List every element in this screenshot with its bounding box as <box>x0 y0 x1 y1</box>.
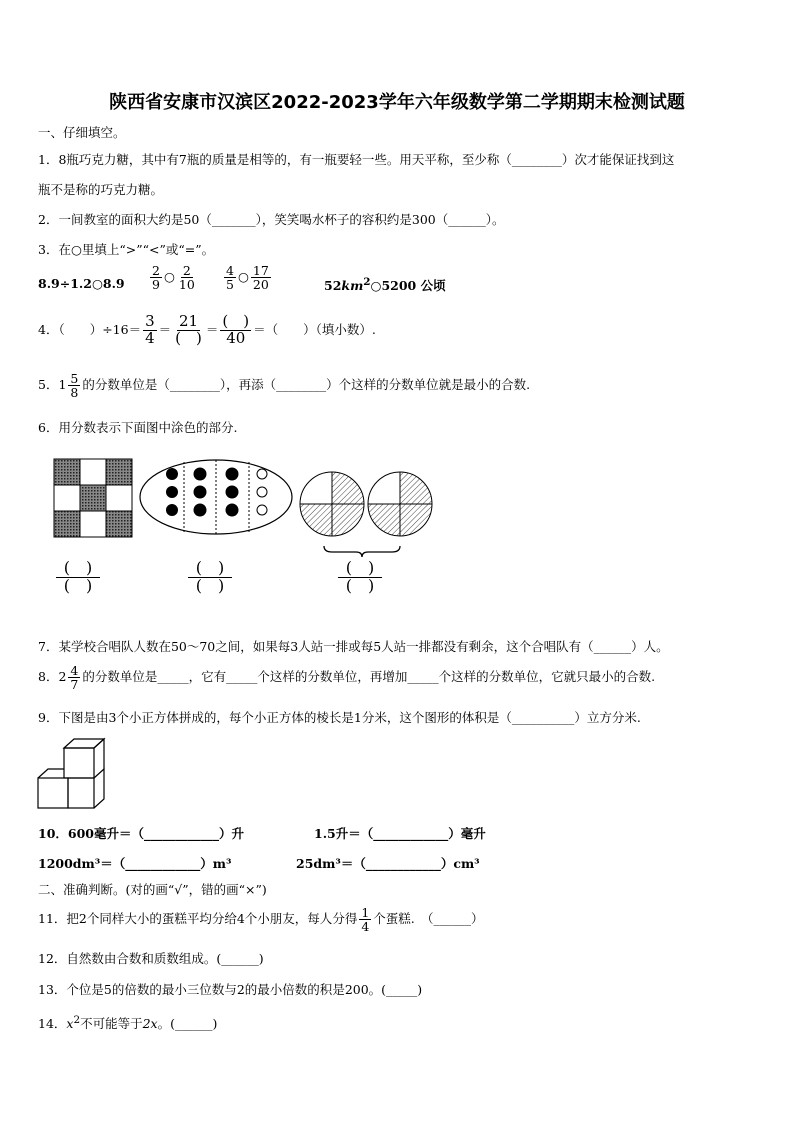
question-6-stem: 6．用分数表示下面图中涂色的部分. <box>38 420 238 435</box>
right-circle <box>368 472 432 536</box>
q8-number: 8． <box>38 669 59 685</box>
question-10-a: 10．600毫升＝（____________）升 <box>38 826 244 841</box>
filled-dot <box>226 504 238 516</box>
fraction-denominator: 4 <box>145 328 155 347</box>
question-1-line-2: 瓶不是称的巧克力糖。 <box>38 182 164 197</box>
question-9: 9．下图是由3个小正方体拼成的，每个小正方体的棱长是1分米，这个图形的体积是（__________）立方分米. <box>38 710 641 725</box>
fraction-numerator: 17 <box>252 263 269 278</box>
empty-dot <box>257 505 267 515</box>
grid-cell <box>106 485 132 511</box>
mixed-whole: 1 <box>58 377 67 393</box>
question-4 <box>38 314 376 347</box>
grid-cell <box>54 511 80 537</box>
oval-dots-figure <box>138 458 294 536</box>
question-3-expr-3 <box>222 264 273 291</box>
answer-fraction-1[interactable] <box>54 560 102 595</box>
fraction-numerator: 4 <box>70 663 79 678</box>
expr-2x: 2x <box>142 1016 158 1032</box>
fraction-numerator: 3 <box>145 312 155 330</box>
unit-km: km <box>341 278 364 294</box>
question-10-d: 25dm³＝（____________）cm³ <box>296 856 480 871</box>
section-1-heading: 一、仔细填空。 <box>38 125 126 140</box>
fraction-denominator: 9 <box>152 277 160 293</box>
page-title: 陕西省安康市汉滨区2022-2023学年六年级数学第二学期期末检测试题 <box>109 92 685 113</box>
q4-lead: 4．（ ）÷16＝ <box>38 321 142 337</box>
fraction-numerator: 1 <box>361 905 370 920</box>
question-3-expr-4 <box>324 276 446 294</box>
compare-circle: ○ <box>237 269 249 285</box>
filled-dot <box>166 468 178 480</box>
question-14 <box>38 1014 217 1032</box>
fraction-numerator: ( ) <box>222 312 250 330</box>
fraction-numerator: 5 <box>70 371 79 386</box>
fraction-numerator: ( ) <box>56 560 100 578</box>
filled-dot <box>194 504 206 516</box>
filled-dot <box>194 486 206 498</box>
fraction-numerator: 21 <box>178 312 199 330</box>
question-7: 7．某学校合唱队人数在50～70之间，如果每3人站一排或每5人站一排都没有剩余，这个合唱队有（______）人。 <box>38 639 669 654</box>
question-12: 12．自然数由合数和质数组成。(______) <box>38 951 264 966</box>
answer-fraction-2[interactable] <box>186 560 234 595</box>
expr-left: 52 <box>324 278 342 294</box>
fraction-denominator: ( ) <box>195 575 225 595</box>
fraction-numerator: 4 <box>226 263 234 278</box>
left-circle <box>300 472 364 536</box>
brace-under-circles <box>322 544 402 558</box>
compare-circle: ○ <box>163 269 175 285</box>
exponent: 2 <box>73 1014 81 1026</box>
fraction-denominator: ( ) <box>63 575 93 595</box>
question-8 <box>38 664 655 691</box>
grid-cell <box>80 511 106 537</box>
fraction-numerator: 2 <box>152 263 160 278</box>
filled-dot <box>226 486 238 498</box>
grid-cell <box>106 511 132 537</box>
two-circles-figure <box>298 470 438 542</box>
fraction-denominator: 8 <box>70 385 79 401</box>
section-2-heading: 二、准确判断。(对的画“√”，错的画“×”) <box>38 882 267 897</box>
fraction-denominator: ( ) <box>175 328 202 347</box>
q14-tail: 。(______) <box>157 1016 218 1032</box>
question-5 <box>38 372 530 399</box>
expr-right: ○5200 公顷 <box>370 278 446 294</box>
equals-sign: ＝ <box>205 321 219 337</box>
question-3-expr-1: 8.9÷1.2○8.9 <box>38 276 125 291</box>
fraction-denominator: 4 <box>361 919 370 935</box>
grid-cell <box>80 459 106 485</box>
fraction-denominator: 7 <box>70 677 79 693</box>
question-13: 13．个位是5的倍数的最小三位数与2的最小倍数的积是200。(_____) <box>38 982 423 997</box>
fraction-denominator: 10 <box>178 277 195 293</box>
question-10-b: 1.5升＝（____________）毫升 <box>314 826 486 841</box>
question-3-stem: 3．在○里填上“>”“<”或“=”。 <box>38 242 215 257</box>
q4-tail: ＝（ ）（填小数）. <box>253 321 376 337</box>
fraction-denominator: 20 <box>252 277 269 293</box>
filled-dot <box>226 468 238 480</box>
q5-number: 5． <box>38 377 59 393</box>
question-2: 2．一间教室的面积大约是50（_______），笑笑喝水杯子的容积约是300（______）。 <box>38 212 505 227</box>
empty-dot <box>257 487 267 497</box>
q14-number: 14． <box>38 1016 67 1032</box>
checkered-square-figure <box>52 457 134 539</box>
equals-sign: ＝ <box>158 321 172 337</box>
question-3-expr-2 <box>148 264 199 291</box>
q11-tail: 个蛋糕. （______） <box>373 911 484 927</box>
fraction-denominator: 5 <box>226 277 234 293</box>
fraction-numerator: ( ) <box>188 560 232 578</box>
answer-fraction-3[interactable] <box>336 560 384 595</box>
cube-stack-figure <box>36 738 106 808</box>
var-x: x <box>66 1016 74 1032</box>
q11-lead: 11．把2个同样大小的蛋糕平均分给4个小朋友，每人分得 <box>38 911 358 927</box>
fraction-numerator: ( ) <box>338 560 382 578</box>
fraction-numerator: 2 <box>182 263 191 278</box>
filled-dot <box>166 504 178 516</box>
filled-dot <box>166 486 178 498</box>
q8-text: 的分数单位是_____，它有_____个这样的分数单位，再增加_____个这样的分数单位，它就只最小的合数. <box>82 669 656 685</box>
grid-cell <box>54 485 80 511</box>
fraction-denominator: 40 <box>226 328 246 347</box>
empty-dot <box>257 469 267 479</box>
mixed-whole: 2 <box>58 669 67 685</box>
q5-text: 的分数单位是（________），再添（________）个这样的分数单位就是最小的合数. <box>82 377 531 393</box>
q14-mid: 不可能等于 <box>80 1016 143 1032</box>
grid-cell <box>106 459 132 485</box>
grid-cell <box>80 485 106 511</box>
unit-exponent: 2 <box>363 276 371 288</box>
grid-cell <box>54 459 80 485</box>
filled-dot <box>194 468 206 480</box>
question-1-line-1: 1．8瓶巧克力糖，其中有7瓶的质量是相等的，有一瓶要轻一些。用天平称，至少称（________）次才能保证找到这 <box>38 152 675 167</box>
question-11 <box>38 906 484 933</box>
question-10-c: 1200dm³＝（____________）m³ <box>38 856 232 871</box>
fraction-denominator: ( ) <box>345 575 375 595</box>
